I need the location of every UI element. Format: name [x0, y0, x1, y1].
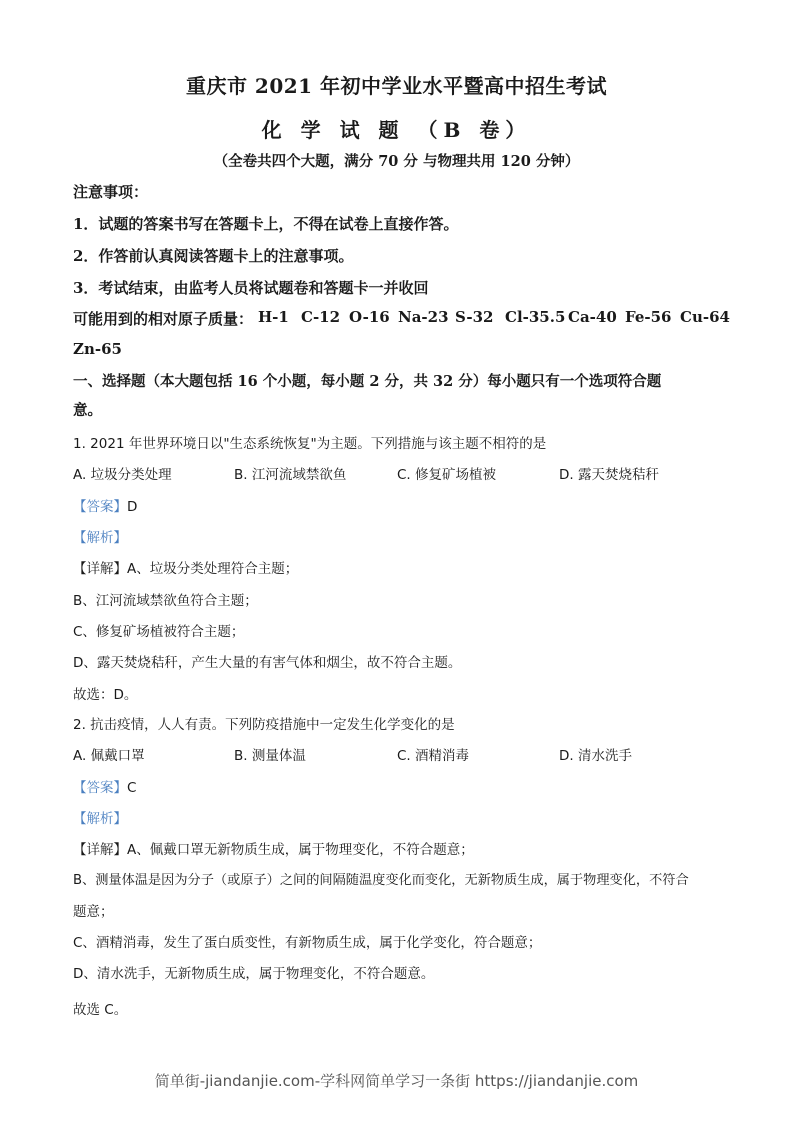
- atomic-mass-item: Fe-56: [625, 308, 672, 326]
- detail-line: C、酒精消毒，发生了蛋白质变性，有新物质生成，属于化学变化，符合题意；: [73, 935, 542, 951]
- detail-line: 【详解】A、佩戴口罩无新物质生成，属于物理变化，不符合题意；: [73, 842, 474, 858]
- atomic-mass-item: C-12: [301, 308, 341, 326]
- answer-label: 【答案】: [73, 499, 127, 515]
- detail-line: 题意；: [73, 904, 114, 920]
- notice-item: 1．试题的答案书写在答题卡上，不得在试卷上直接作答。: [73, 215, 459, 233]
- atomic-mass-item: Zn-65: [73, 340, 122, 358]
- question-stem: 2. 抗击疫情，人人有责。下列防疫措施中一定发生化学变化的是: [73, 717, 455, 733]
- section-heading: 一、选择题（本大题包括 16 个小题，每小题 2 分，共 32 分）每小题只有一个选项符合题: [73, 373, 662, 390]
- detail-line: D、露天焚烧秸秆，产生大量的有害气体和烟尘，故不符合主题。: [73, 655, 462, 671]
- atomic-mass-item: H-1: [258, 308, 289, 326]
- notice-item: 3．考试结束，由监考人员将试题卷和答题卡一并收回: [73, 279, 429, 297]
- answer-line: [73, 495, 137, 515]
- answer-value: C: [127, 780, 137, 796]
- atomic-mass-item: Cu-64: [680, 308, 730, 326]
- atomic-mass-row: [0, 308, 793, 330]
- detail-line: 故选：D。: [73, 687, 138, 703]
- detail-line: B、江河流域禁欲鱼符合主题；: [73, 593, 258, 609]
- footer-watermark: 简单街-jiandanjie.com-学科网简单学习一条街 https://jiandanjie.com: [154, 1072, 639, 1090]
- atomic-mass-item: S-32: [455, 308, 494, 326]
- answer-value: D: [127, 499, 138, 515]
- atomic-mass-item: Ca-40: [568, 308, 617, 326]
- option-a: A. 垃圾分类处理: [73, 467, 172, 483]
- atomic-mass-item: O-16: [349, 308, 390, 326]
- option-b: B. 江河流域禁欲鱼: [234, 467, 347, 483]
- detail-line: 【详解】A、垃圾分类处理符合主题；: [73, 561, 299, 577]
- exam-subject-title: 化 学 试 题 （B 卷）: [261, 118, 532, 142]
- detail-line: C、修复矿场植被符合主题；: [73, 624, 245, 640]
- option-c: C. 修复矿场植被: [397, 467, 497, 483]
- atomic-mass-item: Cl-35.5: [505, 308, 566, 326]
- analysis-label: 【解析】: [73, 811, 127, 827]
- notice-heading: 注意事项：: [73, 183, 149, 201]
- question-options: [0, 744, 793, 764]
- analysis-label: 【解析】: [73, 530, 127, 546]
- answer-line: [73, 776, 136, 796]
- exam-title: 重庆市 2021 年初中学业水平暨高中招生考试: [185, 74, 608, 98]
- option-b: B. 测量体温: [234, 748, 306, 764]
- question-stem: 1. 2021 年世界环境日以"生态系统恢复"为主题。下列措施与该主题不相符的是: [73, 436, 547, 452]
- question-options: [0, 463, 793, 483]
- option-a: A. 佩戴口罩: [73, 748, 145, 764]
- detail-line: B、测量体温是因为分子（或原子）之间的间隔随温度变化而变化，无新物质生成，属于物理变化，不符合: [73, 873, 689, 888]
- notice-item: 2．作答前认真阅读答题卡上的注意事项。: [73, 247, 354, 265]
- detail-line: 故选 C。: [73, 1002, 128, 1018]
- section-heading-cont: 意。: [73, 402, 102, 419]
- option-d: D. 清水洗手: [559, 748, 632, 764]
- exam-note-line: （全卷共四个大题，满分 70 分 与物理共用 120 分钟）: [213, 153, 580, 170]
- atomic-mass-item: Na-23: [398, 308, 449, 326]
- option-c: C. 酒精消毒: [397, 748, 470, 764]
- atomic-mass-label: 可能用到的相对原子质量：: [73, 310, 254, 328]
- detail-line: D、清水洗手，无新物质生成，属于物理变化，不符合题意。: [73, 966, 435, 982]
- option-d: D. 露天焚烧秸秆: [559, 467, 659, 483]
- answer-label: 【答案】: [73, 780, 127, 796]
